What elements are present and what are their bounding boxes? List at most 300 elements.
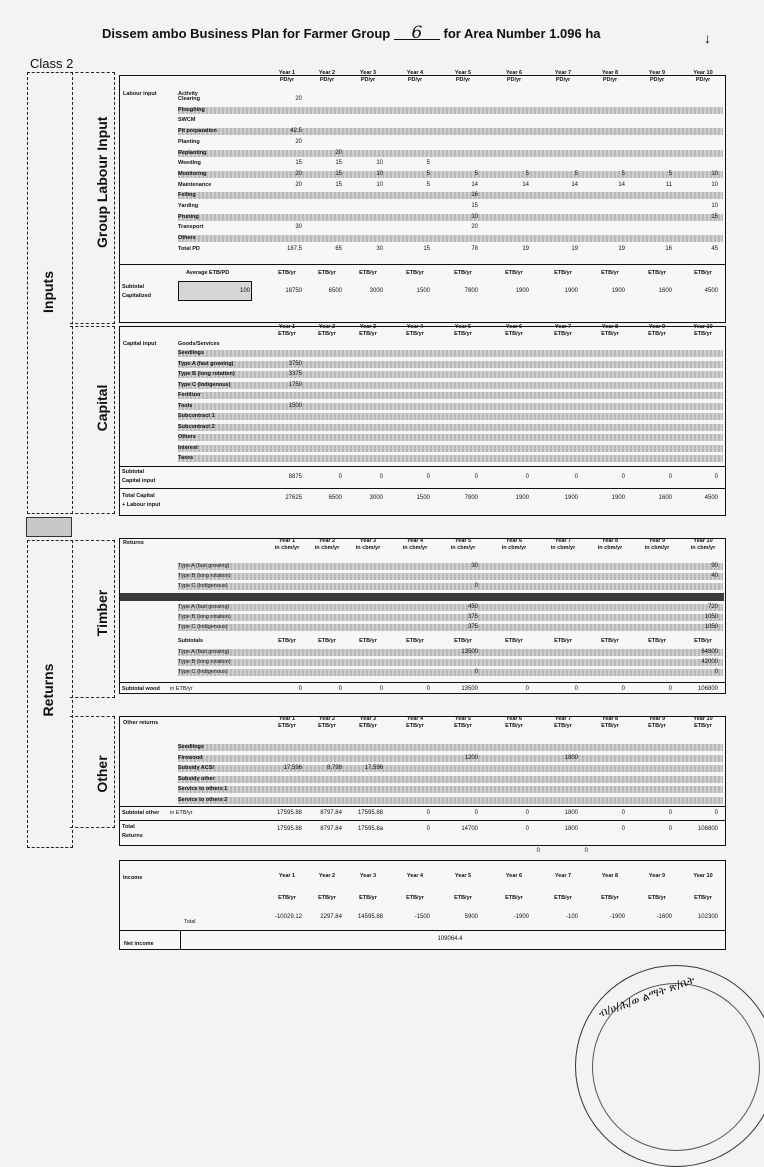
- labour-activity-0: Clearing: [178, 96, 201, 102]
- labour-activity-8: Maintenance: [178, 181, 212, 188]
- capital-item-6: Subcontract 1: [178, 413, 215, 419]
- labour-divider: [119, 264, 725, 265]
- labour-etb-unit-10: ETB/yr: [694, 270, 712, 276]
- labour-activity-4: Planting: [178, 138, 200, 145]
- timber-value-0-y10: 64800: [701, 649, 718, 655]
- labour-14-y7: 19: [571, 245, 578, 252]
- income-label: Income: [123, 875, 143, 881]
- timber-subtotal-y6: 0: [525, 686, 529, 692]
- labour-etb-unit-4: ETB/yr: [406, 270, 424, 276]
- capital-total-y4: 1500: [416, 495, 430, 501]
- capital-item-9: Interest: [178, 444, 198, 451]
- group-number-handwritten: 6: [394, 27, 440, 40]
- capital-row-shade: [178, 424, 723, 431]
- timber-vol-label-2: Type C (Indigenous): [178, 583, 228, 589]
- year-unit-5: ETB/yr: [454, 723, 472, 729]
- capital-total-y6: 1900: [515, 495, 529, 501]
- other-1-y7: 1800: [564, 754, 578, 761]
- timber-value-shade: [178, 659, 723, 666]
- income-total-y7: -100: [565, 914, 578, 920]
- year-unit-4: ETB/yr: [406, 331, 424, 337]
- timber-price-0-y10: 720: [707, 604, 718, 610]
- labour-activity-2: SWCM: [178, 117, 196, 124]
- labour-7-y9: 5: [668, 170, 672, 177]
- capital-input-heading: Capital input: [123, 341, 157, 347]
- capital-subtotal-label2: Capital input: [122, 478, 156, 484]
- activity-heading: Activity: [178, 91, 198, 97]
- timber-price-label-0: Type A (fast growing): [178, 604, 230, 610]
- capitalized-label: Capitalized: [122, 293, 152, 299]
- labour-7-y7: 5: [574, 170, 578, 177]
- total-returns-label2: Returns: [122, 833, 143, 839]
- capital-row-shade: [178, 403, 723, 410]
- labour-11-y10: 15: [711, 213, 718, 220]
- income-year-6: Year 6: [505, 873, 523, 879]
- year-unit-6: ETB/yr: [505, 331, 523, 337]
- year-header-5: Year 5: [454, 324, 472, 330]
- capital-row-shade: [178, 445, 723, 452]
- year-header-6: Year 6: [505, 324, 523, 330]
- capital-subtotal-y6: 0: [525, 474, 529, 480]
- labour-activity-9: Felling: [178, 192, 196, 199]
- total-returns-label: Total: [122, 824, 135, 830]
- timber-subtotal-y8: 0: [621, 686, 625, 692]
- labour-activity-14: Total PD: [178, 245, 200, 252]
- capital-item-2: Type B (long rotation): [178, 371, 235, 377]
- labour-activity-6: Weeding: [178, 160, 201, 167]
- other-2-y2: 8,798: [326, 765, 342, 772]
- year-unit-10: ETB/yr: [694, 331, 712, 337]
- timber-etb-unit-5: ETB/yr: [454, 638, 472, 644]
- other-item-1: Firewood: [178, 754, 203, 761]
- timber-subtotals-label: Subtotals: [178, 638, 204, 644]
- labour-subtotal-y3: 3000: [369, 288, 383, 294]
- labour-activity-13: Others: [178, 235, 196, 242]
- timber-vol-2-y5: 0: [474, 583, 478, 589]
- other-2-y1: 17,596: [283, 765, 302, 772]
- other-total-y8: 0: [621, 826, 625, 832]
- income-total-y2: 2297.84: [320, 914, 342, 920]
- income-unit-2: ETB/yr: [318, 895, 336, 901]
- returns-heading: Returns: [123, 540, 144, 546]
- labour-6-y3: 10: [376, 160, 383, 167]
- arrow-icon: ↓: [704, 30, 711, 46]
- other-total-y2: 8797.84: [320, 826, 342, 832]
- capital-item-5: Tools: [178, 402, 193, 409]
- year-header-8: Year 8: [601, 538, 619, 544]
- capital-item-7: Subcontract 2: [178, 423, 215, 430]
- capital-item-0: Seedlings: [178, 350, 204, 356]
- timber-vol-label-0: Type A (fast growing): [178, 563, 230, 569]
- year-unit-3: ETB/yr: [359, 723, 377, 729]
- labour-6-y2: 15: [335, 160, 342, 167]
- timber-subtotal-y3: 0: [379, 686, 383, 692]
- labour-7-y10: 10: [711, 170, 718, 177]
- income-unit-10: ETB/yr: [694, 895, 712, 901]
- other-returns-heading: Other returns: [123, 720, 159, 726]
- year-unit-6: PD/yr: [506, 77, 522, 83]
- labour-6-y4: 5: [426, 160, 430, 167]
- capital-item-8: Others: [178, 434, 196, 440]
- income-year-1: Year 1: [278, 873, 296, 879]
- other-row-shade: [178, 797, 723, 804]
- year-header-8: Year 8: [601, 324, 619, 330]
- labour-10-y10: 10: [711, 203, 718, 209]
- subtotal-other-label: Subtotal other: [122, 810, 160, 816]
- timber-price-0-y5: 450: [467, 604, 478, 610]
- income-total-y8: -1900: [609, 914, 625, 920]
- year-header-10: Year 10: [693, 70, 713, 76]
- labour-subtotal-y9: 1600: [658, 288, 672, 294]
- title-prefix: Dissem ambo Business Plan for Farmer Group: [102, 26, 391, 41]
- capital-total-y1: 27625: [285, 495, 302, 501]
- year-header-4: Year 4: [406, 324, 424, 330]
- other-item-2: Subsidy ACSI: [178, 765, 214, 772]
- year-header-5: Year 5: [454, 716, 472, 722]
- timber-etb-unit-3: ETB/yr: [359, 638, 377, 644]
- year-header-10: Year 10: [693, 538, 713, 544]
- year-header-9: Year 9: [648, 716, 666, 722]
- year-unit-7: PD/yr: [555, 77, 571, 83]
- capital-divider2: [119, 488, 725, 489]
- other-total-y1: 17595.88: [276, 826, 302, 832]
- other-row-shade: [178, 765, 723, 772]
- year-header-9: Year 9: [648, 324, 666, 330]
- labour-7-y6: 5: [525, 170, 529, 177]
- year-header-8: Year 8: [601, 716, 619, 722]
- other-total-y9: 0: [668, 826, 672, 832]
- income-unit-8: ETB/yr: [601, 895, 619, 901]
- timber-label: Timber: [94, 589, 110, 637]
- year-unit-2: ETB/yr: [318, 331, 336, 337]
- income-unit-7: ETB/yr: [554, 895, 572, 901]
- income-year-4: Year 4: [406, 873, 424, 879]
- other-item-5: Service to others 2: [178, 797, 228, 803]
- year-unit-10: ETB/yr: [694, 723, 712, 729]
- year-unit-1: ETB/yr: [278, 331, 296, 337]
- below-value-2: 0: [584, 848, 588, 854]
- other-1-y5: 1200: [464, 754, 478, 761]
- labour-8-y6: 14: [522, 181, 529, 188]
- inputs-label: Inputs: [40, 271, 56, 313]
- capital-row-shade: [178, 371, 723, 378]
- income-unit-5: ETB/yr: [454, 895, 472, 901]
- document-title: [102, 23, 601, 43]
- capital-row-shade: [178, 434, 723, 441]
- goods-services-heading: Goods/Services: [178, 341, 220, 347]
- other-2-y3: 17,596: [364, 765, 383, 772]
- timber-price-1-y5: 375: [467, 614, 478, 620]
- labour-subtotal-y5: 7800: [464, 288, 478, 294]
- timber-vol-shade: [178, 573, 723, 580]
- year-header-9: Year 9: [648, 70, 666, 76]
- year-header-8: Year 8: [601, 70, 619, 76]
- other-subtotal-y1: 17595.88: [276, 810, 302, 816]
- year-unit-3: PD/yr: [360, 77, 376, 83]
- year-header-7: Year 7: [554, 538, 572, 544]
- labour-subtotal-y1: 18750: [285, 288, 302, 294]
- labour-8-y9: 11: [665, 181, 672, 188]
- other-total-y5: 14700: [461, 826, 478, 832]
- timber-value-label-1: Type B (long rotation): [178, 659, 231, 665]
- income-total-y1: -10029.12: [274, 914, 302, 920]
- timber-etb-unit-6: ETB/yr: [505, 638, 523, 644]
- labour-subtotal-label: Subtotal: [122, 284, 144, 290]
- year-header-1: Year 1: [278, 70, 296, 76]
- labour-subtotal-y10: 4500: [704, 288, 718, 294]
- average-etb-value: 100: [239, 288, 250, 294]
- capital-item-1: Type A (fast growing): [178, 360, 234, 367]
- other-divider: [119, 806, 725, 807]
- labour-14-y3: 30: [376, 245, 383, 252]
- labour-subtotal-y7: 1900: [564, 288, 578, 294]
- labour-subtotal-y6: 1900: [515, 288, 529, 294]
- labour-8-y1: 20: [295, 181, 302, 188]
- capital-row-shade: [178, 392, 723, 399]
- capital-row-shade: [178, 382, 723, 389]
- income-year-3: Year 3: [359, 873, 377, 879]
- timber-divider: [119, 682, 725, 683]
- other-subtotal-y10: 0: [714, 810, 718, 816]
- timber-etb-unit-8: ETB/yr: [601, 638, 619, 644]
- year-unit-9: ETB/yr: [648, 723, 666, 729]
- labour-etb-unit-3: ETB/yr: [359, 270, 377, 276]
- timber-subtotal-y10: 106800: [697, 686, 718, 692]
- other-row-shade: [178, 776, 723, 783]
- net-income-value: 109064.4: [437, 936, 463, 942]
- labour-8-y7: 14: [571, 181, 578, 188]
- income-year-2: Year 2: [318, 873, 336, 879]
- timber-etb-unit-7: ETB/yr: [554, 638, 572, 644]
- labour-4-y1: 20: [295, 138, 302, 145]
- labour-8-y4: 5: [426, 181, 430, 188]
- class-label: Class 2: [30, 56, 74, 71]
- labour-subtotal-y2: 6500: [328, 288, 342, 294]
- labour-row-shade: [178, 107, 723, 114]
- capital-item-4: Fertilizer: [178, 392, 201, 398]
- capital-total-y9: 1600: [658, 495, 672, 501]
- average-etb-label: Average ETB/PD: [186, 270, 230, 276]
- labour-activity-10: Yarding: [178, 203, 199, 209]
- capital-subtotal-y2: 0: [338, 474, 342, 480]
- year-header-10: Year 10: [693, 324, 713, 330]
- timber-subtotal-y1: 0: [298, 686, 302, 692]
- labour-3-y1: 42.5: [290, 128, 302, 135]
- labour-8-y8: 14: [618, 181, 625, 188]
- capital-subtotal-y9: 0: [668, 474, 672, 480]
- other-item-3: Subsidy other: [178, 775, 215, 782]
- labour-8-y5: 14: [471, 181, 478, 188]
- labour-activity-1: Ploughing: [178, 106, 205, 113]
- labour-input-heading: Labour input: [123, 91, 157, 97]
- labour-7-y4: 5: [426, 170, 430, 177]
- year-header-5: Year 5: [454, 70, 472, 76]
- labour-row-shade: [178, 235, 723, 242]
- other-subtotal-y6: 0: [525, 810, 529, 816]
- year-header-1: Year 1: [278, 324, 296, 330]
- year-header-9: Year 9: [648, 538, 666, 544]
- labour-14-y2: 65: [335, 245, 342, 252]
- year-unit-3: ETB/yr: [359, 331, 377, 337]
- timber-etb-unit-2: ETB/yr: [318, 638, 336, 644]
- labour-7-y3: 10: [376, 170, 383, 177]
- year-header-5: Year 5: [454, 538, 472, 544]
- net-income-divider: [180, 930, 181, 949]
- stamp-text: ብ/ሀ/ሕ/ወ ልማት ጽ/ቤት: [596, 973, 697, 1021]
- total-capital-label: Total Capital: [122, 493, 155, 499]
- labour-14-y5: 78: [471, 245, 478, 252]
- labour-7-y1: 20: [295, 170, 302, 177]
- year-unit-6: in cbm/yr: [501, 545, 527, 551]
- timber-value-label-2: Type C (Indigenous): [178, 669, 228, 675]
- other-total-y6: 0: [525, 826, 529, 832]
- capital-row-shade: [178, 413, 723, 420]
- other-subtotal-y2: 8797.84: [320, 810, 342, 816]
- year-unit-7: ETB/yr: [554, 723, 572, 729]
- capital-row-shade: [178, 455, 723, 462]
- income-year-9: Year 9: [648, 873, 666, 879]
- labour-9-y5: 16: [471, 192, 478, 199]
- capital-subtotal-y5: 0: [474, 474, 478, 480]
- year-header-3: Year 3: [359, 716, 377, 722]
- capital-total-y2: 6500: [328, 495, 342, 501]
- timber-etb-unit-1: ETB/yr: [278, 638, 296, 644]
- other-total-y7: 1800: [564, 826, 578, 832]
- timber-value-label-0: Type A (fast growing): [178, 649, 230, 655]
- subtotal-wood-unit: in ETB/yr: [170, 686, 193, 692]
- capital-item-1-y1: 3750: [288, 360, 302, 367]
- capital-row-shade: [178, 350, 723, 357]
- labour-6-y1: 15: [295, 160, 302, 167]
- timber-vol-0-y10: 90: [711, 563, 718, 569]
- year-unit-10: PD/yr: [695, 77, 711, 83]
- income-total-y9: -1600: [656, 914, 672, 920]
- year-unit-9: in cbm/yr: [644, 545, 670, 551]
- year-unit-8: ETB/yr: [601, 331, 619, 337]
- labour-etb-unit-9: ETB/yr: [648, 270, 666, 276]
- capital-subtotal-y4: 0: [426, 474, 430, 480]
- income-unit-1: ETB/yr: [278, 895, 296, 901]
- labour-14-y8: 19: [618, 245, 625, 252]
- income-year-7: Year 7: [554, 873, 572, 879]
- timber-price-2-y10: 1050: [704, 624, 718, 630]
- grey-marker: [26, 517, 72, 537]
- other-label: Other: [94, 755, 110, 793]
- timber-etb-unit-9: ETB/yr: [648, 638, 666, 644]
- labour-14-y10: 45: [711, 245, 718, 252]
- other-row-shade: [178, 786, 723, 793]
- capital-divider: [119, 466, 725, 467]
- labour-etb-unit-5: ETB/yr: [454, 270, 472, 276]
- year-header-2: Year 2: [318, 324, 336, 330]
- income-year-8: Year 8: [601, 873, 619, 879]
- labour-7-y5: 5: [474, 170, 478, 177]
- capital-total-y10: 4500: [704, 495, 718, 501]
- year-unit-8: in cbm/yr: [597, 545, 623, 551]
- year-header-10: Year 10: [693, 716, 713, 722]
- capital-total-y7: 1900: [564, 495, 578, 501]
- other-divider2: [119, 820, 725, 821]
- timber-value-1-y10: 42000: [701, 659, 718, 665]
- other-subtotal-y4: 0: [426, 810, 430, 816]
- other-item-0: Seedlings: [178, 744, 204, 750]
- year-unit-2: in cbm/yr: [314, 545, 340, 551]
- year-unit-8: PD/yr: [602, 77, 618, 83]
- labour-12-y1: 30: [295, 224, 302, 231]
- year-unit-4: PD/yr: [407, 77, 423, 83]
- year-unit-9: ETB/yr: [648, 331, 666, 337]
- income-year-5: Year 5: [454, 873, 472, 879]
- income-total-y4: -1500: [414, 914, 430, 920]
- income-total-y5: 5900: [464, 914, 478, 920]
- labour-row-shade: [178, 150, 723, 157]
- labour-14-y9: 16: [665, 245, 672, 252]
- capital-subtotal-y7: 0: [574, 474, 578, 480]
- timber-vol-0-y5: 30: [471, 563, 478, 569]
- other-row-shade: [178, 744, 723, 751]
- income-unit-6: ETB/yr: [505, 895, 523, 901]
- year-header-3: Year 3: [359, 70, 377, 76]
- year-unit-4: in cbm/yr: [402, 545, 428, 551]
- year-unit-1: ETB/yr: [278, 723, 296, 729]
- labour-etb-unit-2: ETB/yr: [318, 270, 336, 276]
- labour-activity-5: Replanting: [178, 149, 207, 156]
- timber-value-2-y10: 0: [714, 669, 718, 675]
- labour-subtotal-y8: 1900: [611, 288, 625, 294]
- net-income-row: [119, 930, 726, 950]
- subtotal-wood-label: Subtotal wood: [122, 686, 160, 692]
- year-unit-7: ETB/yr: [554, 331, 572, 337]
- timber-subtotal-y4: 0: [426, 686, 430, 692]
- labour-7-y8: 5: [621, 170, 625, 177]
- title-suffix: for Area Number 1.096 ha: [443, 26, 601, 41]
- income-unit-9: ETB/yr: [648, 895, 666, 901]
- subtotal-other-unit: in ETB/yr: [170, 810, 193, 816]
- timber-dark-band: [120, 593, 724, 601]
- year-header-7: Year 7: [554, 716, 572, 722]
- returns-label: Returns: [40, 663, 56, 717]
- capital-item-3: Type C (Indigenous): [178, 381, 231, 388]
- capital-total-y3: 3000: [369, 495, 383, 501]
- other-subtotal-y7: 1800: [564, 810, 578, 816]
- year-header-2: Year 2: [318, 70, 336, 76]
- year-unit-6: ETB/yr: [505, 723, 523, 729]
- other-subtotal-y3: 17595.88: [357, 810, 383, 816]
- timber-price-2-y5: 375: [467, 624, 478, 630]
- year-unit-9: PD/yr: [649, 77, 665, 83]
- income-total-y6: -1900: [513, 914, 529, 920]
- timber-vol-1-y10: 40: [711, 573, 718, 579]
- capital-item-2-y1: 3375: [288, 371, 302, 377]
- other-subtotal-y5: 0: [474, 810, 478, 816]
- labour-14-y1: 187.5: [286, 245, 302, 252]
- income-unit-4: ETB/yr: [406, 895, 424, 901]
- year-unit-2: ETB/yr: [318, 723, 336, 729]
- year-header-4: Year 4: [406, 538, 424, 544]
- timber-price-1-y10: 1050: [704, 614, 718, 620]
- other-subtotal-y9: 0: [668, 810, 672, 816]
- income-unit-3: ETB/yr: [359, 895, 377, 901]
- year-unit-5: PD/yr: [455, 77, 471, 83]
- year-unit-3: in cbm/yr: [355, 545, 381, 551]
- year-header-6: Year 6: [505, 716, 523, 722]
- other-item-4: Service to others 1: [178, 786, 228, 793]
- labour-subtotal-y4: 1500: [416, 288, 430, 294]
- year-unit-8: ETB/yr: [601, 723, 619, 729]
- timber-price-label-2: Type C (Indigenous): [178, 624, 228, 630]
- year-unit-5: ETB/yr: [454, 331, 472, 337]
- year-unit-7: in cbm/yr: [550, 545, 576, 551]
